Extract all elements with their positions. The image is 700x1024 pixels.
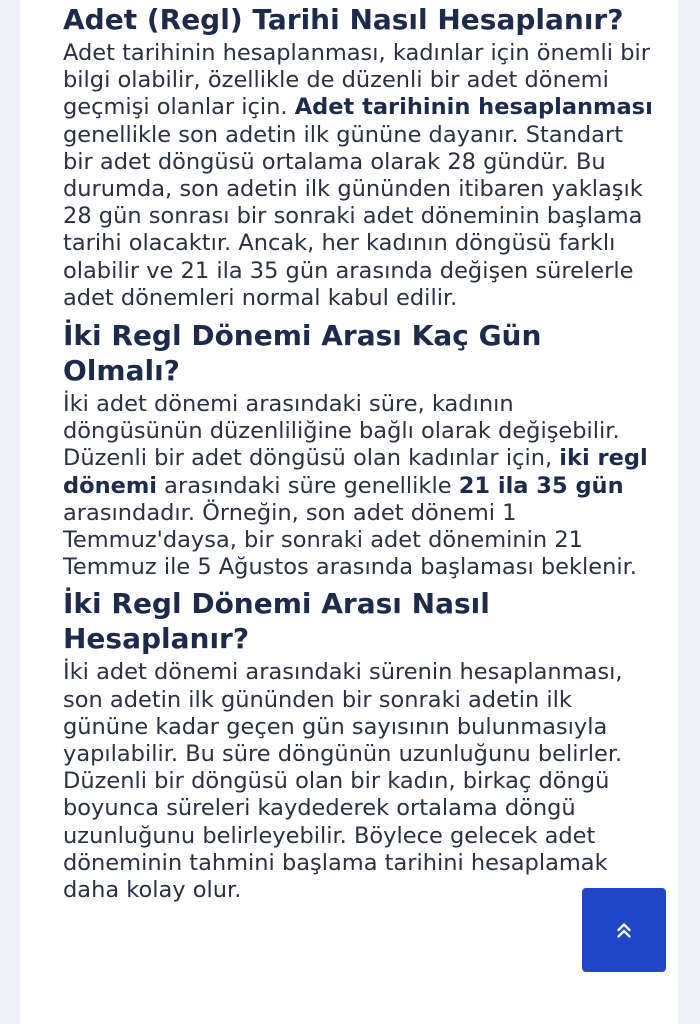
section-heading: İki Regl Dönemi Arası Nasıl Hesaplanır? xyxy=(63,587,490,656)
section-heading: İki Regl Dönemi Arası Kaç Gün Olmalı? xyxy=(63,319,542,388)
section-regl-arasi-gun xyxy=(63,318,653,581)
paragraph-text: arasındadır. Örneğin, son adet dönemi 1 Temmuz'daysa, bir sonraki adet döneminin 21 Temmuz ile 5 Ağustos arasında başlaması beklenir. xyxy=(63,499,637,581)
article-content xyxy=(63,0,653,904)
paragraph-text: İki adet dönemi arasındaki süre, kadının döngüsünün düzenliliğine bağlı olarak değişebilir. Düzenli bir adet döngüsü olan kadınlar için, xyxy=(63,391,620,472)
bold-term: 21 ila 35 gün xyxy=(458,472,624,499)
section-paragraph xyxy=(63,40,653,312)
section-adet-tarihi xyxy=(63,2,653,312)
bold-term: iki regl dönemi xyxy=(63,445,648,499)
paragraph-text: İki adet dönemi arasındaki sürenin hesaplanması, son adetin ilk gününden bir sonraki adetin ilk gününe kadar geçen gün sayısının bulunmasıyla yapılabilir. Bu süre döngünün uzunluğunu belirler. Düzenli bir döngüsü olan bir kadın, birkaç döngü boyunca süreleri kaydederek ortalama döngü uzunluğunu belirleyebilir. Böylece gelecek adet döneminin tahmini başlama tarihini hesaplamak daha kolay olur. xyxy=(63,659,623,904)
paragraph-text: Adet tarihinin hesaplanması, kadınlar için önemli bir bilgi olabilir, özellikle de düzenli bir adet dönemi geçmişi olanlar için. xyxy=(63,40,650,121)
section-paragraph xyxy=(63,391,653,581)
section-heading: Adet (Regl) Tarihi Nasıl Hesaplanır? xyxy=(63,3,624,36)
article-page xyxy=(20,0,678,1024)
scroll-to-top-button[interactable] xyxy=(582,888,666,972)
bold-term: Adet tarihinin hesaplanması xyxy=(294,94,653,121)
section-paragraph xyxy=(63,659,653,904)
paragraph-text: genellikle son adetin ilk gününe dayanır. Standart bir adet döngüsü ortalama olarak 28 gündür. Bu durumda, son adetin ilk gününden itibaren yaklaşık 28 gün sonrası bir sonraki adet döneminin başlama tarihi olacaktır. Ancak, her kadının döngüsü farklı olabilir ve 21 ila 35 gün arasında değişen sürelerle adet dönemleri normal kabul edilir. xyxy=(63,121,643,311)
section-regl-arasi-hesap xyxy=(63,586,653,904)
double-chevron-up-icon xyxy=(613,919,635,941)
paragraph-text: arasındaki süre genellikle xyxy=(157,472,459,499)
